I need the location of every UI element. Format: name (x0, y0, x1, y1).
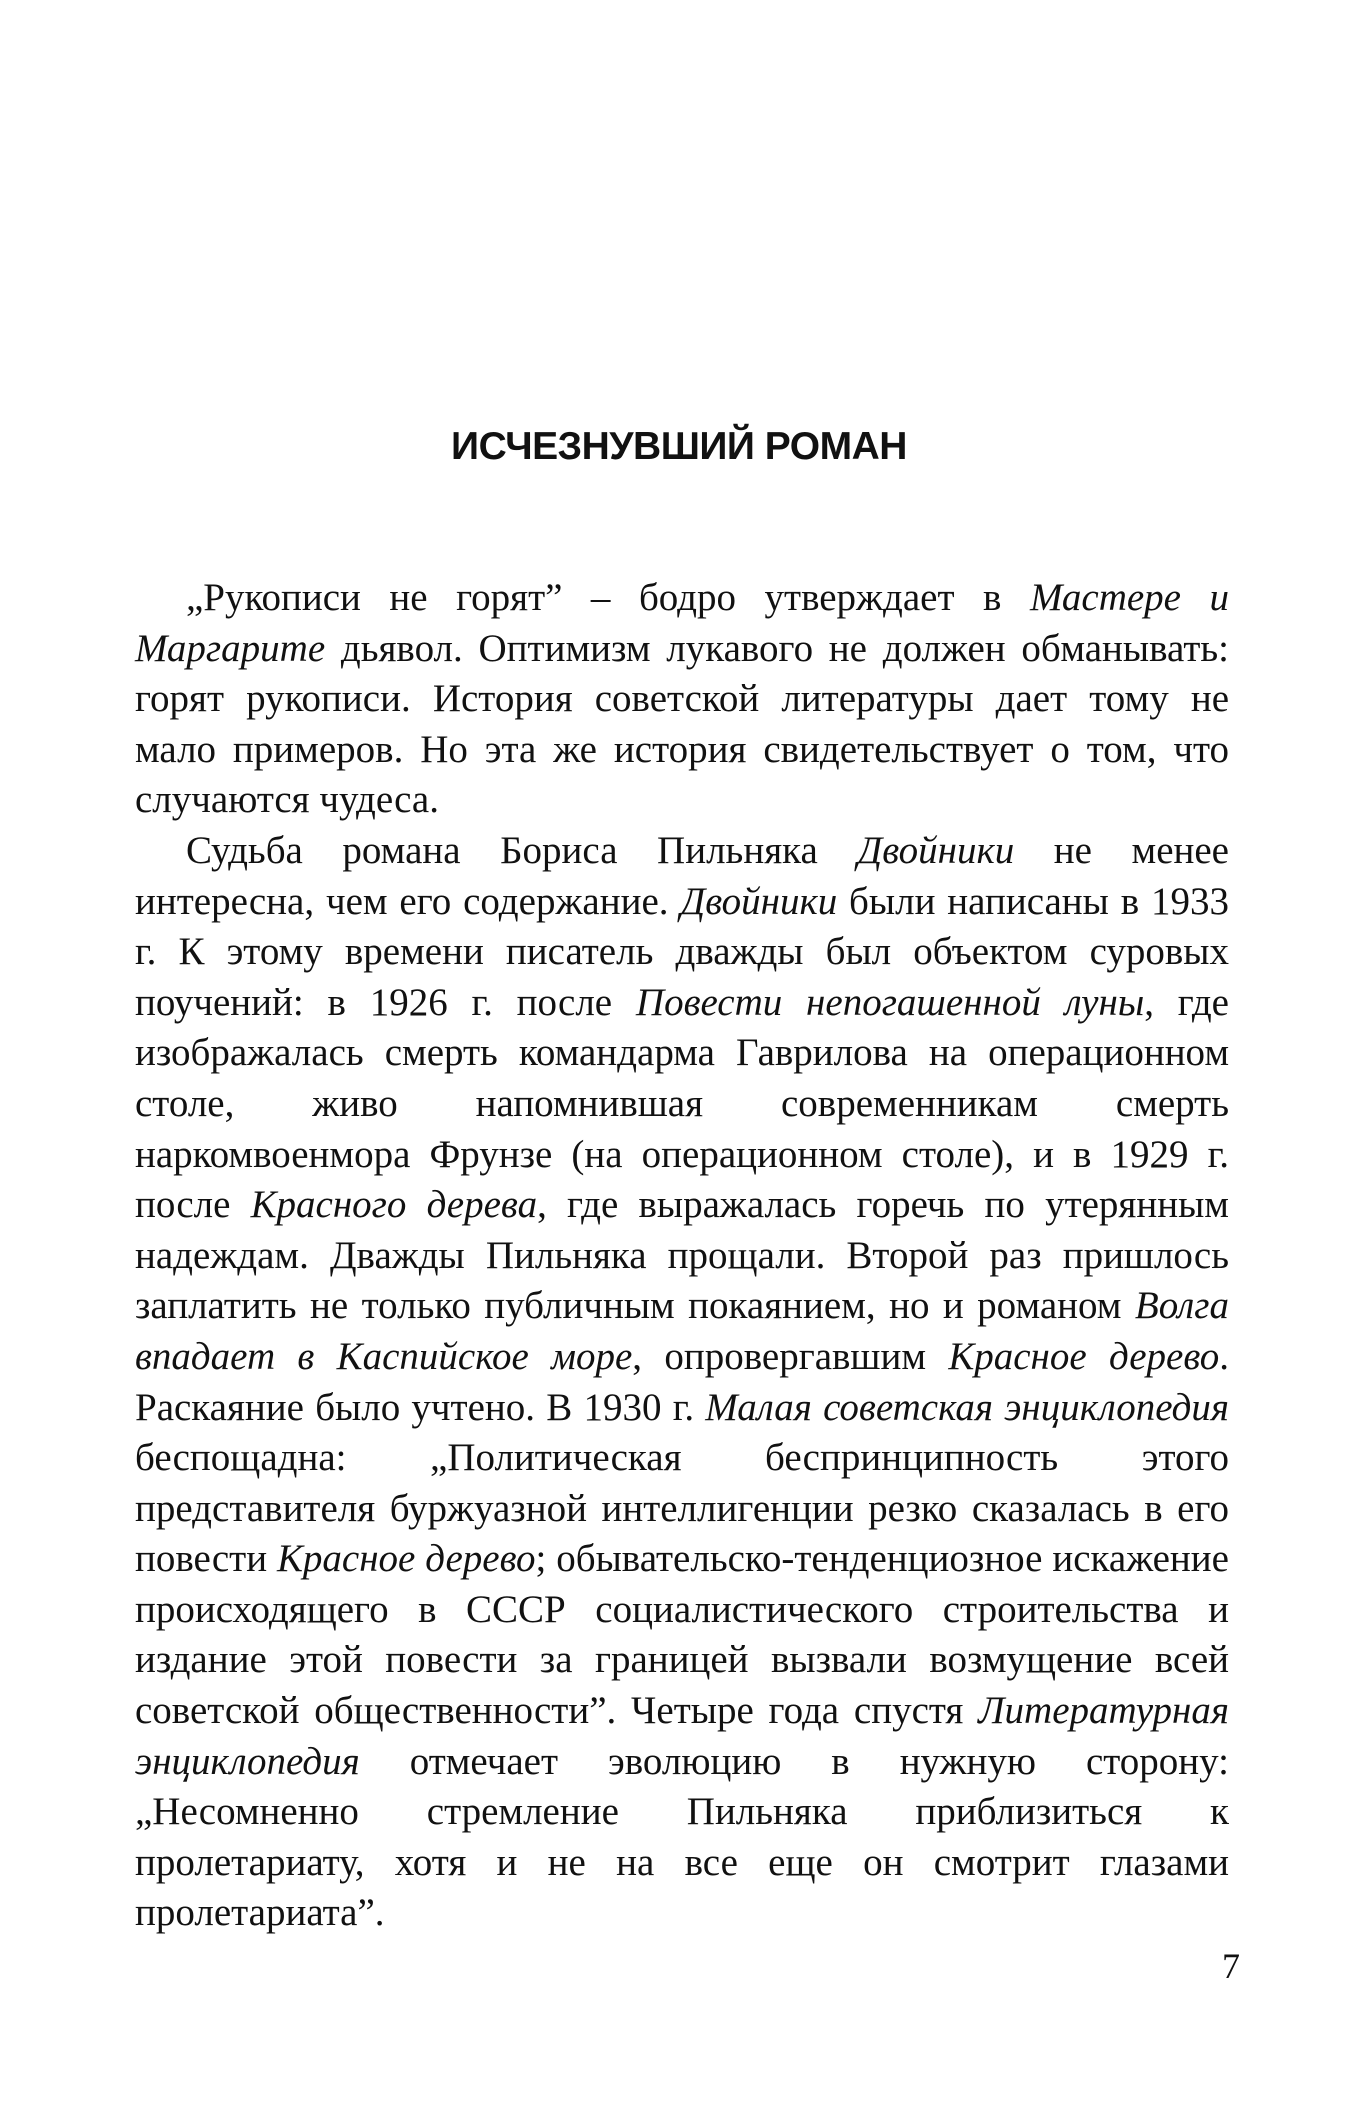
italic-title-run: Двойники (857, 828, 1015, 872)
italic-title-run: Красное дерево (948, 1334, 1220, 1378)
italic-title-run: Мастере и Маргарите (135, 576, 1229, 670)
page-number: 7 (1222, 1946, 1240, 1986)
text-run: ; обывательско-тенденциозное искажение происходящего в СССР социалистического строительства и издание этой повести за границей вызвали возмущение всей советской общественности”. Четыре года спустя (135, 1537, 1229, 1733)
italic-title-run: Волга впадает в Каспийское море (135, 1284, 1229, 1378)
text-run: Судьба романа Бориса Пильняка (186, 828, 858, 872)
text-run: беспощадна: „Политическая беспринципность этого представителя буржуазной интеллигенции резко сказалась в его повести (135, 1436, 1229, 1581)
italic-title-run: Двойники (680, 879, 838, 923)
text-run: отмечает эволюцию в нужную сторону: „Несомненно стремление Пильняка приблизиться к пролетариату, хотя и не на все еще он смотрит глазами пролетариата”. (135, 1739, 1229, 1935)
text-run: , где изображалась смерть командарма Гаврилова на операционном столе, живо напомнившая современникам смерть наркомвоенмора Фрунзе (на операционном столе), и в 1929 г. после (135, 980, 1229, 1227)
italic-title-run: Литературная энциклопедия (135, 1689, 1229, 1783)
text-run: . Раскаяние было учтено. В 1930 г. (135, 1334, 1229, 1429)
chapter-title: ИСЧЕЗНУВШИЙ РОМАН (451, 425, 907, 468)
text-run: „Рукописи не горят” – бодро утверждает в (186, 576, 1030, 619)
text-run: были написаны в 1933 г. К этому времени писатель дважды был объектом суровых поучений: в 1926 г. после (135, 879, 1229, 1024)
text-run: дьявол. Оптимизм лукавого не должен обманывать: горят рукописи. История советской литературы дает тому не мало примеров. Но эта же история свидетельствует о том, что случаются чудеса. (135, 626, 1229, 822)
body-text (135, 573, 1229, 1939)
paragraph-2 (135, 826, 1229, 1939)
italic-title-run: Малая советская энциклопедия (705, 1385, 1229, 1429)
italic-title-run: Красное дерево (276, 1537, 536, 1581)
text-run: , опровергавшим (632, 1334, 949, 1378)
italic-title-run: Красного дерева (250, 1183, 538, 1227)
text-run: не менее интересна, чем его содержание. (135, 828, 1229, 923)
text-run: , где выражалась горечь по утерянным надеждам. Дважды Пильняка прощали. Второй раз пришлось заплатить не только публичным покаянием, но и романом (135, 1183, 1229, 1328)
paragraph-1 (135, 573, 1229, 826)
italic-title-run: Повести непогашенной луны (635, 980, 1145, 1024)
